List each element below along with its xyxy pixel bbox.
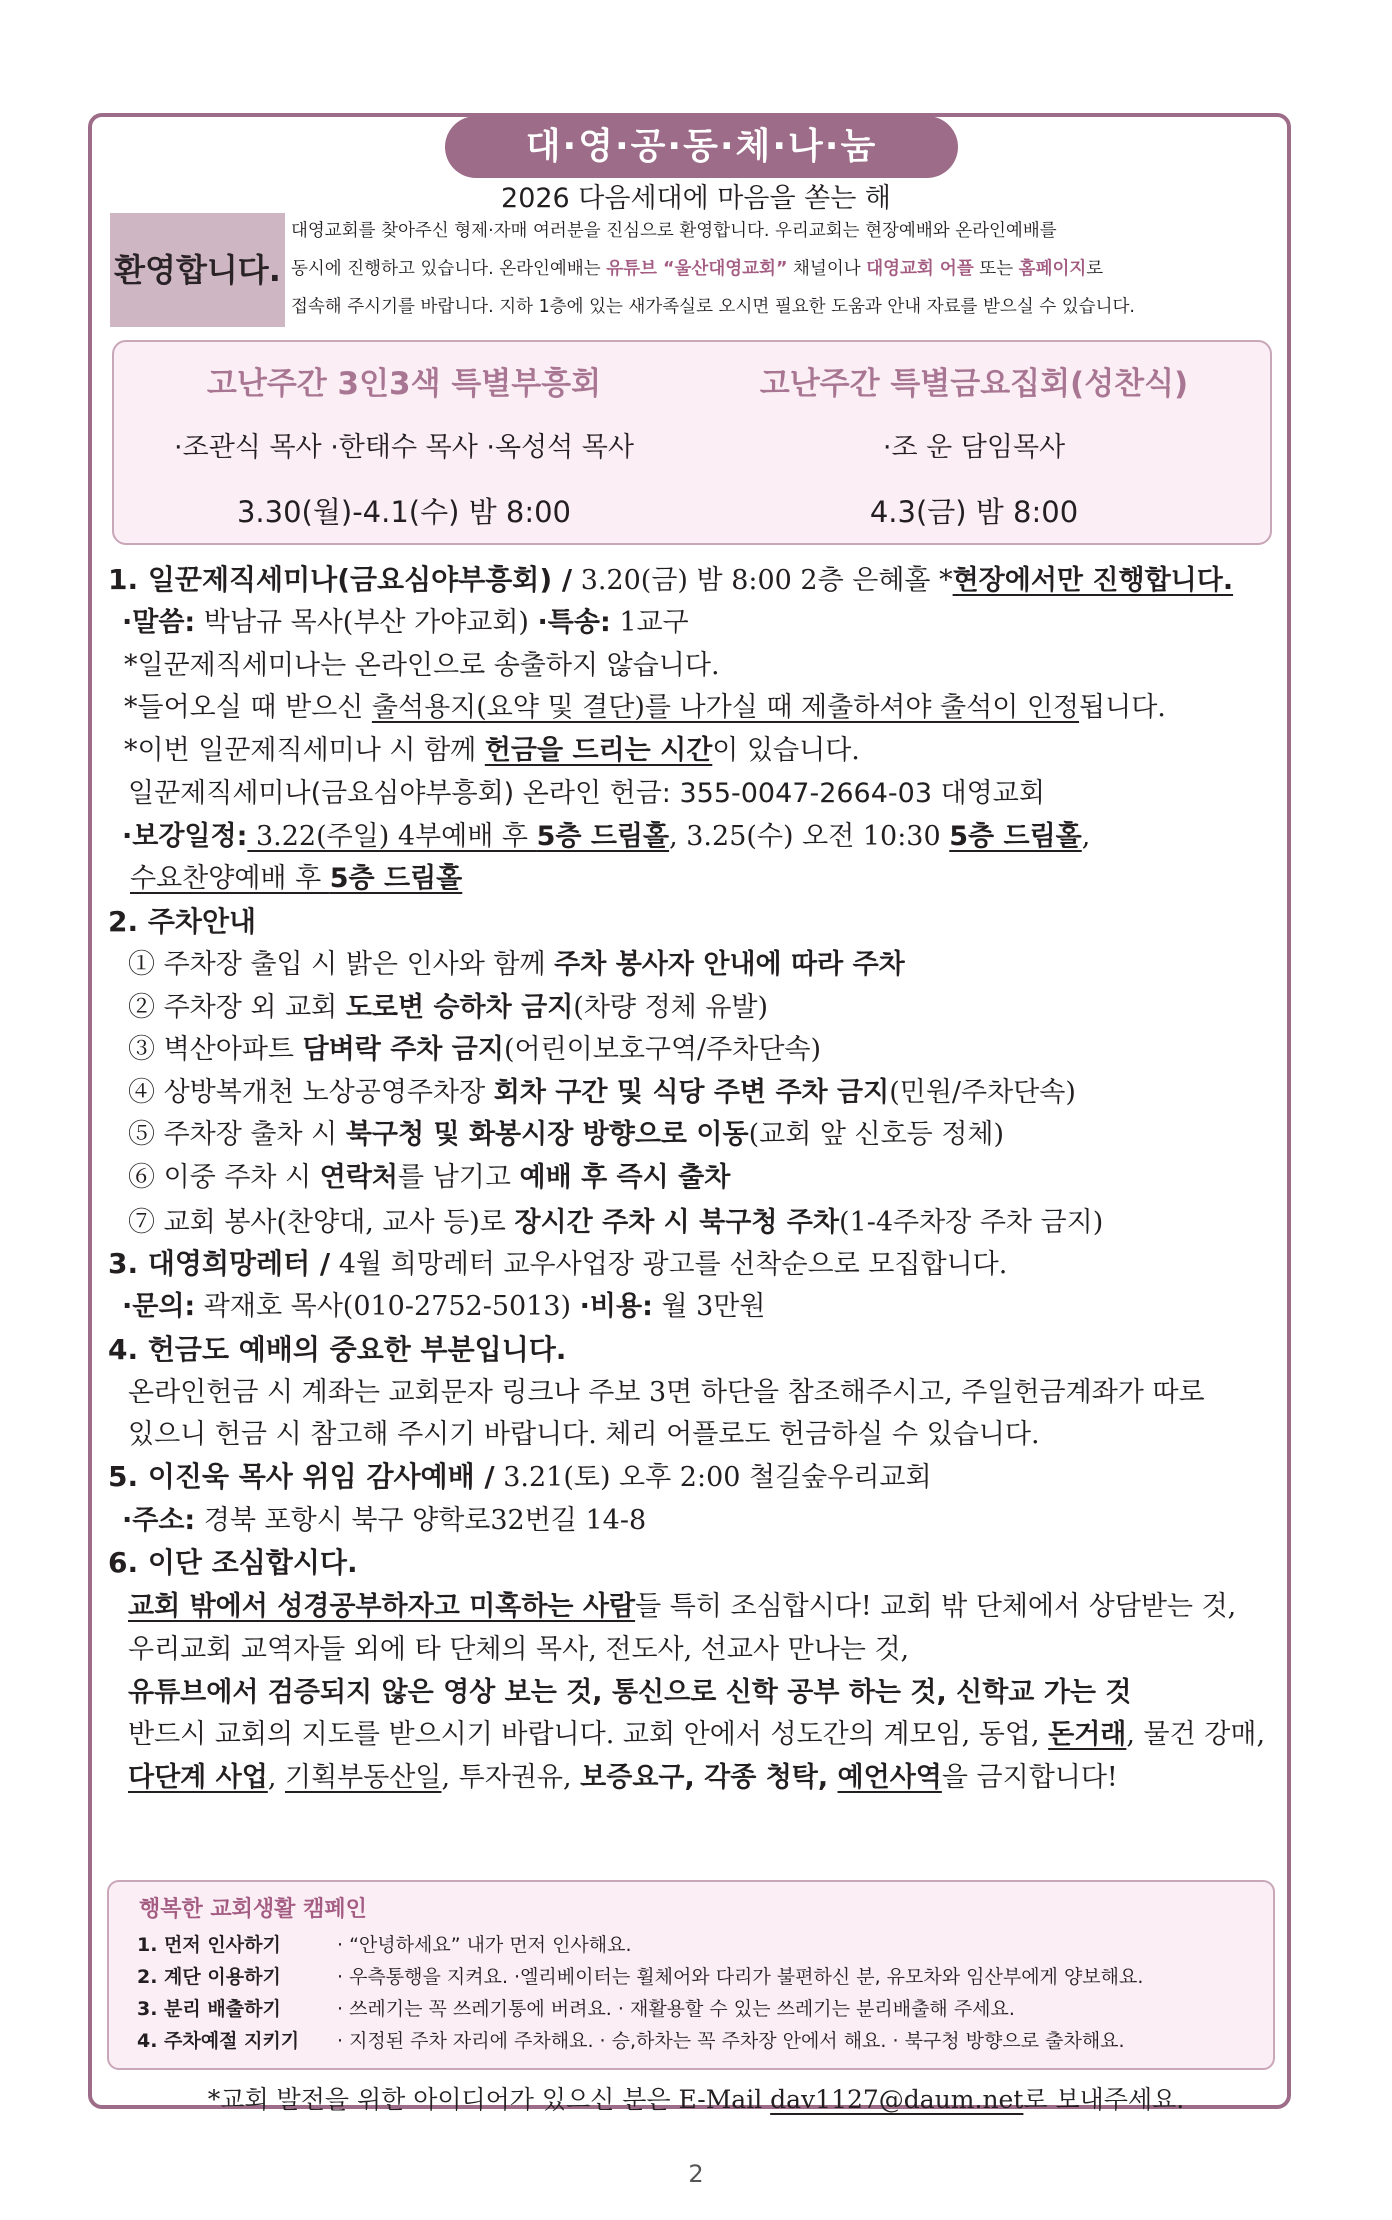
campaign-row: 4. 주차예절 지키기 · 지정된 주차 자리에 주차해요. · 승,하차는 꼭 주차장 안에서 해요. · 북구청 방향으로 출차해요. <box>137 2030 1125 2052</box>
campaign-row: 1. 먼저 인사하기 · “안녕하세요” 내가 먼저 인사해요. <box>137 1934 632 1956</box>
campaign-box <box>107 1880 1275 2070</box>
item-1-speaker: ·말씀: 박남규 목사(부산 가야교회) ·특송: 1교구 <box>122 607 689 638</box>
revival-title: 고난주간 3인3색 특별부흥회 <box>206 366 602 402</box>
campaign-row: 3. 분리 배출하기 · 쓰레기는 꼭 쓰레기통에 버려요. · 재활용할 수 있는 쓰레기는 분리배출해 주세요. <box>137 1998 1015 2020</box>
revival-speakers: ·조관식 목사 ·한태수 목사 ·옥성석 목사 <box>174 432 634 463</box>
revival-left <box>154 358 654 531</box>
item-1-heading: 1. 일꾼제직세미나(금요심야부흥회) / 3.20(금) 밤 8:00 2층 은혜홀 *현장에서만 진행합니다. <box>108 563 1234 596</box>
page-title: 대·영·공·동·체·나·눔 <box>445 116 958 178</box>
revival-box <box>112 340 1272 545</box>
email-link[interactable]: dav1127@daum.net <box>770 2085 1024 2114</box>
youtube-link[interactable]: 유튜브 “울산대영교회” <box>606 259 788 279</box>
revival-time: 4.3(금) 밤 8:00 <box>869 495 1079 529</box>
parking-rule: ⑤ 주차장 출차 시 북구청 및 화봉시장 방향으로 이동(교회 앞 신호등 정체) <box>128 1119 1005 1150</box>
welcome-label: 환영합니다. <box>110 213 285 327</box>
revival-right <box>714 358 1234 531</box>
item-6-text: 우리교회 교역자들 외에 타 단체의 목사, 전도사, 선교사 만나는 것, <box>128 1634 910 1665</box>
item-6-text: 반드시 교회의 지도를 받으시기 바랍니다. 교회 안에서 성도간의 계모임, 동업, 돈거래, 물건 강매, <box>128 1719 1266 1750</box>
footer-note: *교회 발전을 위한 아이디어가 있으신 분은 E-Mail dav1127@daum.net로 보내주세요. <box>207 2085 1185 2114</box>
welcome-line: 접속해 주시기를 바랍니다. 지하 1층에 있는 새가족실로 오시면 필요한 도움과 안내 자료를 받으실 수 있습니다. <box>291 297 1135 317</box>
item-1-makeup: ·보강일정: 3.22(주일) 4부예배 후 5층 드림홀, 3.25(수) 오전 10:30 5층 드림홀, <box>122 821 1091 852</box>
campaign-row: 2. 계단 이용하기 · 우측통행을 지켜요. ·엘리베이터는 휠체어와 다리가 불편하신 분, 유모차와 임산부에게 양보해요. <box>137 1966 1144 1988</box>
item-1-note: *들어오실 때 받으신 출석용지(요약 및 결단)를 나가실 때 제출하셔야 출석이 인정됩니다. <box>124 692 1166 723</box>
item-4-text: 있으니 헌금 시 참고해 주시기 바랍니다. 체리 어플로도 헌금하실 수 있습니다. <box>128 1419 1040 1450</box>
item-1-makeup: 수요찬양예배 후 5층 드림홀 <box>130 863 463 894</box>
item-3-heading: 3. 대영희망레터 / 4월 희망레터 교우사업장 광고를 선착순으로 모집합니다. <box>108 1247 1008 1280</box>
item-4-heading: 4. 헌금도 예배의 중요한 부분입니다. <box>108 1333 567 1366</box>
parking-rule: ① 주차장 출입 시 밝은 인사와 함께 주차 봉사자 안내에 따라 주차 <box>128 949 905 980</box>
welcome-text <box>291 212 1291 326</box>
revival-time: 3.30(월)-4.1(수) 밤 8:00 <box>236 495 571 529</box>
item-1-note: *이번 일꾼제직세미나 시 함께 헌금을 드리는 시간이 있습니다. <box>124 735 860 766</box>
revival-speakers: ·조 운 담임목사 <box>882 432 1066 463</box>
item-6-text: 다단계 사업, 기획부동산일, 투자권유, 보증요구, 각종 청탁, 예언사역을 금지합니다! <box>128 1762 1118 1793</box>
item-6-text: 유튜브에서 검증되지 않은 영상 보는 것, 통신으로 신학 공부 하는 것, 신학교 가는 것 <box>128 1677 1132 1708</box>
offering-account: 일꾼제직세미나(금요심야부흥회) 온라인 헌금: 355-0047-2664-03 대영교회 <box>128 778 1045 809</box>
item-4-text: 온라인헌금 시 계좌는 교회문자 링크나 주보 3면 하단을 참조해주시고, 주일헌금계좌가 따로 <box>128 1377 1205 1408</box>
item-2-heading: 2. 주차안내 <box>108 905 257 938</box>
parking-rule: ② 주차장 외 교회 도로변 승하차 금지(차량 정체 유발) <box>128 992 769 1023</box>
parking-rule: ③ 벽산아파트 담벼락 주차 금지(어린이보호구역/주차단속) <box>128 1034 822 1065</box>
parking-rule: ⑥ 이중 주차 시 연락처를 남기고 예배 후 즉시 출차 <box>128 1162 731 1193</box>
parking-rule: ⑦ 교회 봉사(찬양대, 교사 등)로 장시간 주차 시 북구청 주차(1-4주차장 주차 금지) <box>128 1207 1104 1238</box>
item-3-contact: ·문의: 곽재호 목사(010-2752-5013) ·비용: 월 3만원 <box>122 1291 766 1322</box>
homepage-link[interactable]: 홈페이지 <box>1018 259 1087 279</box>
campaign-title: 행복한 교회생활 캠페인 <box>139 1897 367 1922</box>
welcome-line: 대영교회를 찾아주신 형제·자매 여러분을 진심으로 환영합니다. 우리교회는 현장예배와 온라인예배를 <box>291 221 1057 241</box>
item-5-heading: 5. 이진욱 목사 위임 감사예배 / 3.21(토) 오후 2:00 철길숲우리교회 <box>108 1460 932 1493</box>
app-link[interactable]: 대영교회 어플 <box>866 259 974 279</box>
welcome-line: 동시에 진행하고 있습니다. 온라인예배는 유튜브 “울산대영교회” 채널이나 대영교회 어플 또는 홈페이지로 <box>291 259 1104 279</box>
item-1-note: *일꾼제직세미나는 온라인으로 송출하지 않습니다. <box>124 650 720 681</box>
item-5-address: ·주소: 경북 포항시 북구 양학로32번길 14-8 <box>122 1505 647 1536</box>
parking-rule: ④ 상방복개천 노상공영주차장 회차 구간 및 식당 주변 주차 금지(민원/주차단속) <box>128 1077 1076 1108</box>
page-number: 2 <box>688 2160 704 2188</box>
revival-title: 고난주간 특별금요집회(성찬식) <box>759 366 1189 402</box>
item-6-heading: 6. 이단 조심합시다. <box>108 1546 358 1579</box>
item-6-text: 교회 밖에서 성경공부하자고 미혹하는 사람들 특히 조심합시다! 교회 밖 단체에서 상담받는 것, <box>128 1591 1237 1622</box>
year-motto: 2026 다음세대에 마음을 쏟는 해 <box>501 183 891 214</box>
